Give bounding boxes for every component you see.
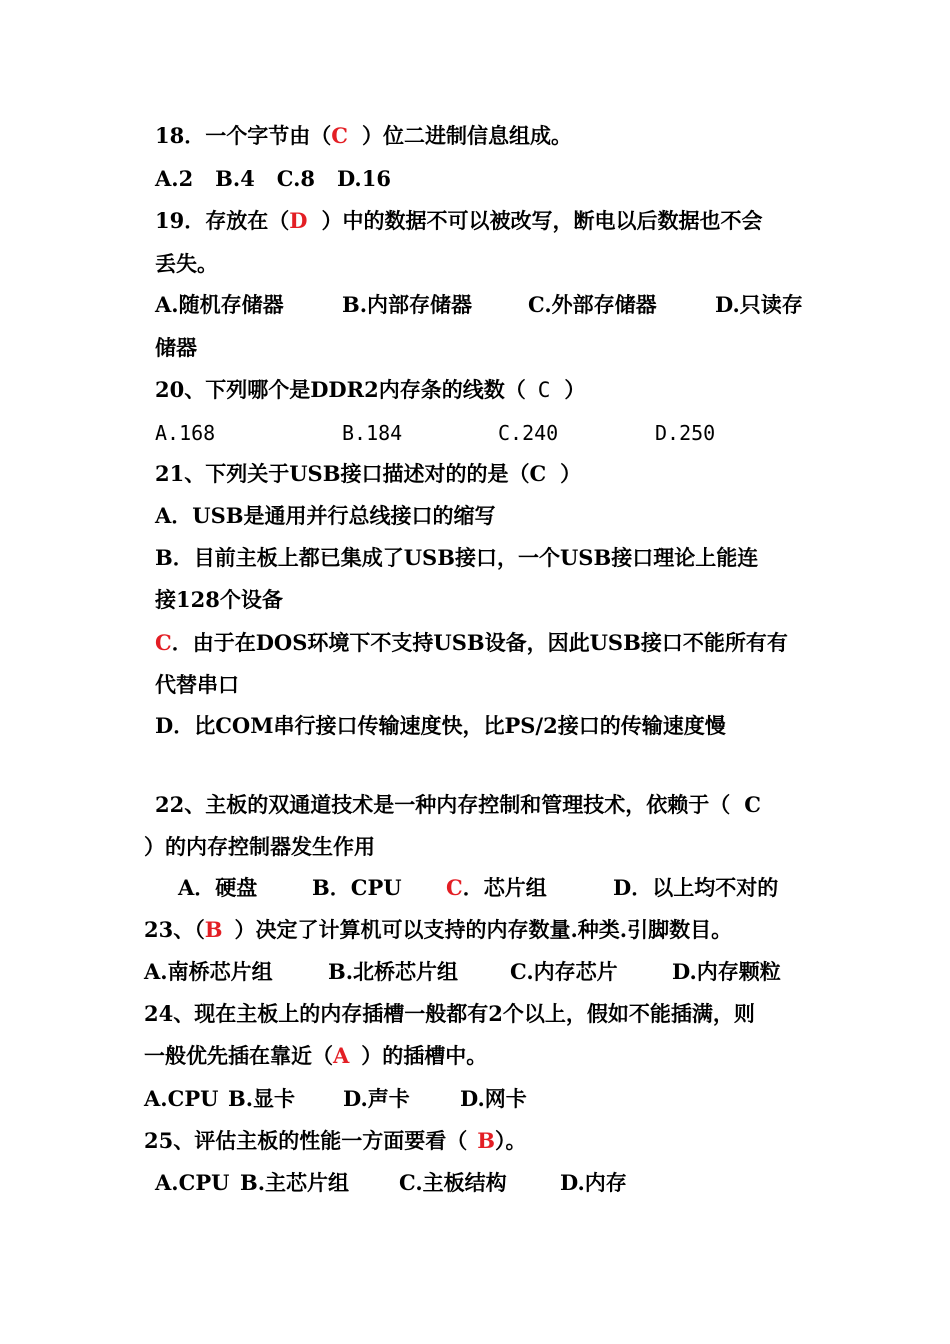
- q21-stem: 21、下列关于USB接口描述对的的是（C ）: [155, 461, 582, 486]
- q21-correct-letter: C: [155, 630, 172, 655]
- q21-option-a: A．USB是通用并行总线接口的缩写: [155, 503, 496, 528]
- q24-option-b: B.显卡: [228, 1086, 296, 1111]
- q19-stem: 19．存放在（D ）中的数据不可以被改写，断电以后数据也不会: [155, 208, 763, 233]
- q25-option-d: D.内存: [560, 1170, 627, 1195]
- q18-answer: C: [331, 123, 348, 148]
- q21-option-b-line2: 接128个设备: [155, 587, 283, 612]
- q19-answer: D: [289, 208, 308, 233]
- q19-option-wrap: 储器: [155, 335, 197, 360]
- q25-option-c: C.主板结构: [399, 1170, 507, 1195]
- q22-option-c: C．芯片组: [446, 875, 547, 900]
- q20-answer: C: [537, 378, 551, 402]
- q20-option-c: C.240: [498, 421, 559, 445]
- q25-stem: 25、评估主板的性能一方面要看（ B）。: [144, 1128, 527, 1153]
- q23-option-b: B.北桥芯片组: [328, 959, 459, 984]
- q20-option-b: B.184: [342, 421, 403, 445]
- q25-option-b: B.主芯片组: [240, 1170, 350, 1195]
- q20-option-d: D.250: [655, 421, 716, 445]
- q22-answer: C: [744, 792, 761, 817]
- q24-option-a: A.CPU: [144, 1086, 219, 1111]
- q20-stem: 20、下列哪个是DDR2内存条的线数（ C ）: [155, 377, 586, 402]
- q19-option-d: D.只读存: [715, 292, 803, 317]
- q22-stem: 22、主板的双通道技术是一种内存控制和管理技术，依赖于（ C: [155, 792, 761, 817]
- q22-stem-line2: ）的内存控制器发生作用: [144, 834, 375, 859]
- q23-option-d: D.内存颗粒: [672, 959, 781, 984]
- q19-option-a: A.随机存储器: [155, 292, 284, 317]
- q24-option-c: D.声卡: [343, 1086, 410, 1111]
- q18-options: A.2 B.4 C.8 D.16: [155, 166, 391, 191]
- q22-option-d: D．以上均不对的: [613, 875, 779, 900]
- q19-option-b: B.内部存储器: [342, 292, 473, 317]
- q24-stem-line2: 一般优先插在靠近（A ）的插槽中。: [144, 1043, 488, 1068]
- q24-answer: A: [333, 1043, 350, 1068]
- q22-option-b: B．CPU: [312, 875, 402, 900]
- q21-option-d: D．比COM串行接口传输速度快，比PS/2接口的传输速度慢: [155, 713, 726, 738]
- q21-option-b-line1: B．目前主板上都已集成了USB接口，一个USB接口理论上能连: [155, 545, 759, 570]
- q24-stem: 24、现在主板上的内存插槽一般都有2个以上，假如不能插满，则: [144, 1001, 755, 1026]
- q25-option-a: A.CPU: [155, 1170, 230, 1195]
- q21-option-c-line2: 代替串口: [155, 672, 239, 697]
- q23-option-c: C.内存芯片: [510, 959, 618, 984]
- q21-answer: C: [529, 461, 547, 486]
- q22-correct-letter: C: [446, 875, 463, 900]
- q20-option-a: A.168: [155, 421, 216, 445]
- q25-answer: B: [477, 1128, 495, 1153]
- q18-stem: 18．一个字节由（C ）位二进制信息组成。: [155, 123, 572, 148]
- q22-option-a: A．硬盘: [178, 875, 258, 900]
- q19-option-c: C.外部存储器: [528, 292, 657, 317]
- q24-option-d: D.网卡: [460, 1086, 527, 1111]
- q21-option-c-line1: C．由于在DOS环境下不支持USB设备，因此USB接口不能所有有: [155, 630, 788, 655]
- q23-stem: 23、（B ）决定了计算机可以支持的内存数量.种类.引脚数目。: [144, 917, 733, 942]
- q19-stem-line2: 丢失。: [155, 251, 218, 276]
- q23-option-a: A.南桥芯片组: [144, 959, 273, 984]
- q23-answer: B: [204, 917, 223, 942]
